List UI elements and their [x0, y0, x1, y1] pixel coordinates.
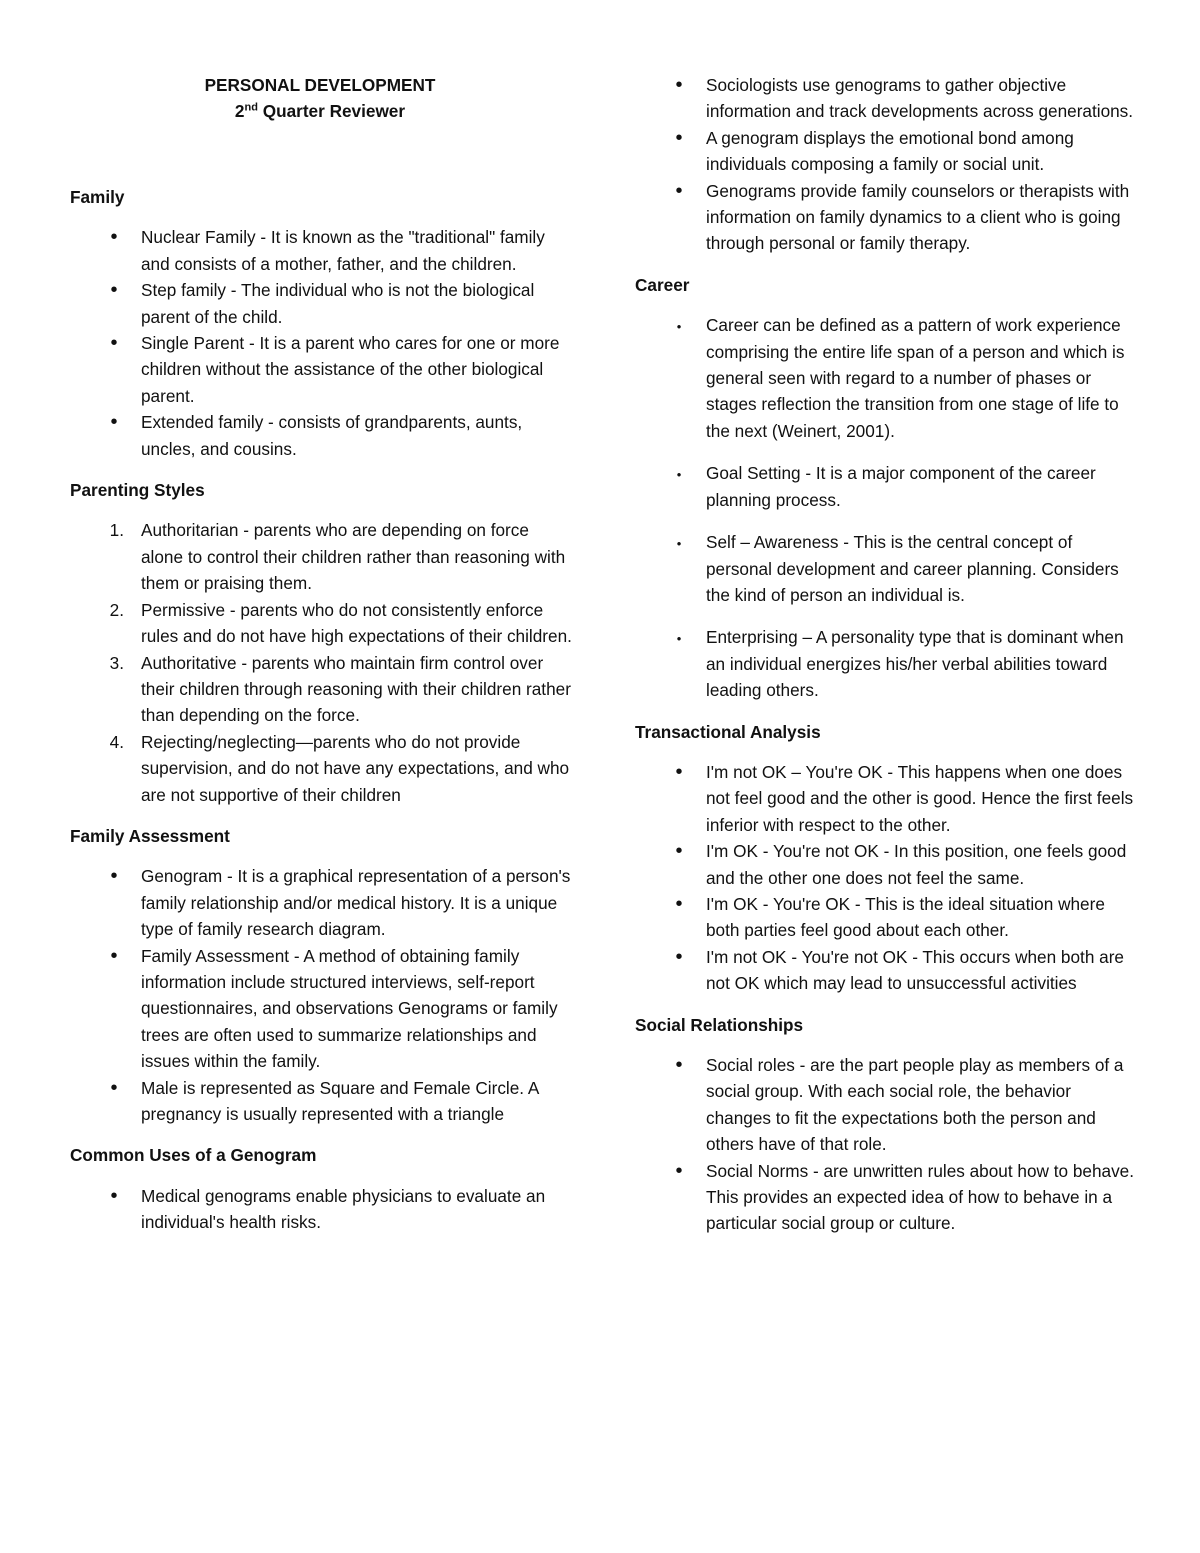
section-heading-career: Career [635, 274, 690, 295]
list-item: 1. Authoritarian - parents who are depending on force alone to control their children rather than reasoning with them or praising them. [70, 517, 575, 596]
list-item: • Family Assessment - A method of obtaining family information include structured interviews, self-report questionnaires, and observations Genograms or family trees are often used to summarize relationships and issues within the family. [70, 943, 575, 1075]
bullet-icon [669, 178, 689, 204]
list-number: 3. [109, 652, 124, 673]
bullet-icon [104, 1183, 124, 1209]
list-item: • Medical genograms enable physicians to evaluate an individual's health risks. [70, 1183, 575, 1236]
list-item: • Sociologists use genograms to gather objective information and track developments across generations. [635, 72, 1135, 125]
list-item: • I'm not OK – You're OK - This happens when one does not feel good and the other is good. Hence the first feels inferior with respect to the other. [635, 759, 1135, 838]
bullet-icon [104, 330, 124, 356]
bullet-icon [669, 624, 689, 652]
section-heading-family: Family [70, 187, 125, 207]
section-heading-transactional: Transactional Analysis [635, 721, 821, 742]
list-item: 3. Authoritative - parents who maintain firm control over their children through reasoning with their children rather than depending on the force. [70, 650, 575, 729]
bullet-icon [104, 1075, 124, 1101]
title-line: PERSONAL DEVELOPMENT [204, 75, 436, 95]
list-item: • Male is represented as Square and Female Circle. A pregnancy is usually represented with a triangle [70, 1075, 575, 1128]
bullet-icon [669, 460, 689, 488]
social-list [635, 1052, 1135, 1237]
bullet-icon [669, 1158, 689, 1184]
bullet-icon [669, 529, 689, 557]
left-column [70, 72, 575, 1236]
section-heading-parenting: Parenting Styles [70, 480, 205, 501]
list-item: • Genogram - It is a graphical representation of a person's family relationship and/or medical history. It is a unique type of family research diagram. [70, 863, 575, 942]
assessment-list [70, 863, 575, 1127]
list-item: • Extended family - consists of grandparents, aunts, uncles, and cousins. [70, 409, 575, 462]
bullet-icon [104, 277, 124, 303]
list-item: • Genograms provide family counselors or therapists with information on family dynamics to a client who is going through personal or family therapy. [635, 178, 1135, 257]
bullet-icon [669, 312, 689, 340]
bullet-icon [669, 759, 689, 785]
list-item: • Goal Setting - It is a major component of the career planning process. [635, 460, 1135, 513]
list-number: 1. [109, 520, 124, 541]
list-item: • I'm OK - You're not OK - In this position, one feels good and the other one does not feel the same. [635, 838, 1135, 891]
list-item: • Self – Awareness - This is the central concept of personal development and career planning. Considers the kind of person an individual is. [635, 529, 1135, 608]
subtitle-superscript: nd [244, 101, 258, 114]
document-title [70, 72, 570, 124]
career-list [635, 312, 1135, 703]
list-item: • A genogram displays the emotional bond among individuals composing a family or social unit. [635, 125, 1135, 178]
bullet-icon [104, 863, 124, 889]
bullet-icon [669, 891, 689, 917]
bullet-icon [669, 72, 689, 98]
transactional-list [635, 759, 1135, 997]
list-item: • Single Parent - It is a parent who cares for one or more children without the assistance of the other biological parent. [70, 330, 575, 409]
bullet-icon [104, 943, 124, 969]
section-heading-social: Social Relationships [635, 1014, 804, 1035]
list-item: • Enterprising – A personality type that is dominant when an individual energizes his/her verbal abilities toward leading others. [635, 624, 1135, 703]
bullet-icon [669, 944, 689, 970]
list-item: • Social Norms - are unwritten rules about how to behave. This provides an expected idea of how to behave in a particular social group or culture. [635, 1158, 1135, 1237]
bullet-icon [104, 409, 124, 435]
list-item: • Social roles - are the part people play as members of a social group. With each social role, the behavior changes to fit the expectations both the person and others have of that role. [635, 1052, 1135, 1158]
subtitle-number: 2 [234, 101, 245, 121]
list-item: • Nuclear Family - It is known as the "traditional" family and consists of a mother, father, and the children. [70, 224, 575, 277]
list-item: • Step family - The individual who is not the biological parent of the child. [70, 277, 575, 330]
list-item: • I'm not OK - You're not OK - This occurs when both are not OK which may lead to unsuccessful activities [635, 944, 1135, 997]
list-item: 2. Permissive - parents who do not consistently enforce rules and do not have high expectations of their children. [70, 597, 575, 650]
bullet-icon [669, 1052, 689, 1078]
bullet-icon [669, 838, 689, 864]
uses-list-right [635, 72, 1135, 257]
bullet-icon [669, 125, 689, 151]
right-column [635, 72, 1135, 1237]
section-heading-uses: Common Uses of a Genogram [70, 1145, 317, 1166]
family-list [70, 224, 575, 462]
list-item: • Career can be defined as a pattern of work experience comprising the entire life span of a person and which is general seen with regard to a number of phases or stages reflection the transition from one stage of life to the next (Weinert, 2001). [635, 312, 1135, 444]
subtitle-text: Quarter Reviewer [257, 101, 406, 121]
section-heading-assessment: Family Assessment [70, 825, 230, 846]
list-item: • I'm OK - You're OK - This is the ideal situation where both parties feel good about each other. [635, 891, 1135, 944]
subtitle-line [70, 98, 570, 124]
list-number: 4. [109, 731, 124, 752]
list-number: 2. [109, 599, 124, 620]
parenting-list [70, 517, 575, 807]
uses-list-left [70, 1183, 575, 1236]
list-item: 4. Rejecting/neglecting—parents who do not provide supervision, and do not have any expectations, and who are not supportive of their children [70, 729, 575, 808]
bullet-icon [104, 224, 124, 250]
